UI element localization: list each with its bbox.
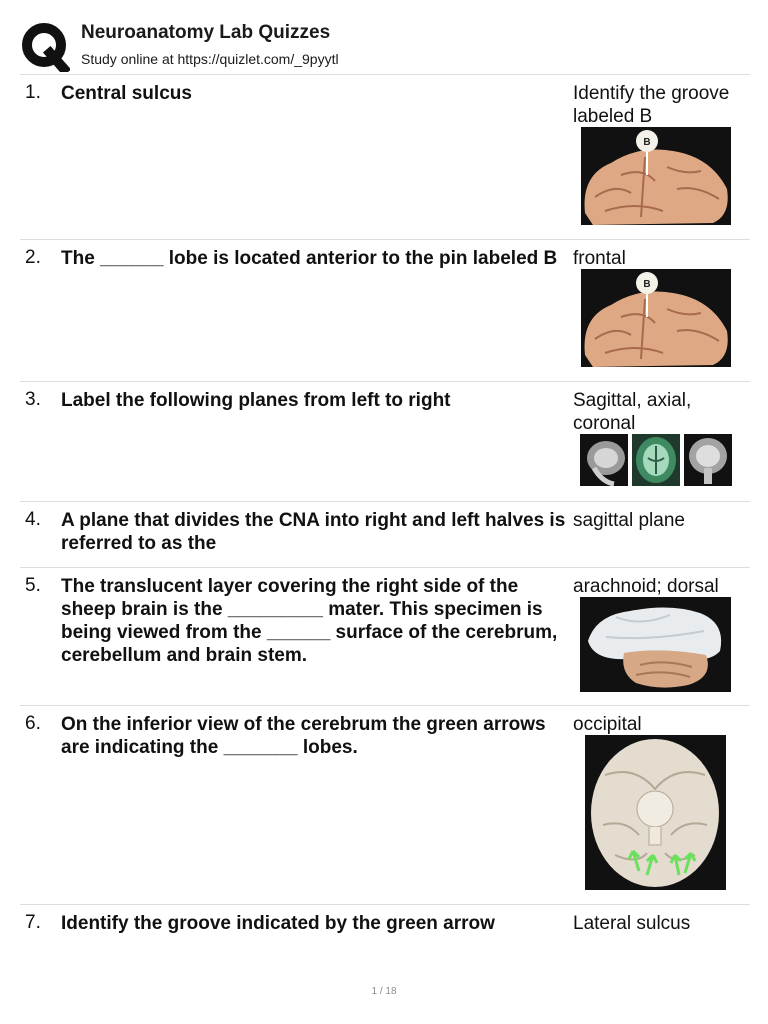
card-definition: Sagittal, axial, coronal	[573, 390, 692, 434]
divider	[20, 381, 750, 382]
brain-lateral-image	[581, 269, 731, 367]
divider	[20, 501, 750, 502]
mri-sagittal-image	[580, 434, 628, 486]
card-number: 5.	[25, 575, 41, 596]
card-term: Label the following planes from left to right	[61, 390, 451, 411]
card-definition: sagittal plane	[573, 510, 685, 531]
card-definition: arachnoid; dorsal	[573, 576, 719, 597]
page-number: 1 / 18	[371, 986, 397, 997]
divider	[20, 567, 750, 568]
card-term: The ______ lobe is located anterior to the pin labeled B	[61, 248, 558, 269]
card-term: Identify the groove indicated by the green arrow	[61, 913, 495, 934]
brain-lateral-image	[581, 127, 731, 225]
card-definition: Identify the groove labeled B	[573, 83, 730, 127]
card-number: 6.	[25, 713, 41, 734]
quizlet-logo-icon	[20, 22, 70, 72]
card-number: 3.	[25, 389, 41, 410]
card-number: 2.	[25, 247, 41, 268]
pin-label: B	[643, 279, 651, 290]
header	[20, 18, 750, 74]
card-term: The translucent layer covering the right side of the sheep brain is the _________ mater. This specimen is being viewed from the ______ surface of the cerebrum, cerebellum and brain stem.	[61, 576, 558, 666]
mri-axial-image	[632, 434, 680, 486]
card-definition: frontal	[573, 248, 626, 269]
divider	[20, 74, 750, 75]
divider	[20, 239, 750, 240]
card-number: 4.	[25, 509, 41, 530]
brain-lateral-photo	[581, 269, 731, 367]
brain-inferior-photo	[585, 735, 726, 890]
pin-label: B	[643, 137, 651, 148]
mri-coronal-image	[684, 434, 732, 486]
card-term: On the inferior view of the cerebrum the green arrows are indicating the _______ lobes.	[61, 714, 546, 758]
study-link[interactable]: Study online at https://quizlet.com/_9pyytl	[81, 51, 339, 67]
card-term: Central sulcus	[61, 83, 192, 104]
card-number: 7.	[25, 912, 41, 933]
card-term: A plane that divides the CNA into right and left halves is referred to as the	[61, 510, 566, 554]
card-definition: occipital	[573, 714, 642, 735]
page-title: Neuroanatomy Lab Quizzes	[81, 22, 331, 43]
brain-lateral-photo	[581, 127, 731, 225]
divider	[20, 705, 750, 706]
divider	[20, 904, 750, 905]
sheep-brain-photo	[580, 597, 731, 692]
card-definition: Lateral sulcus	[573, 913, 691, 934]
card-number: 1.	[25, 82, 41, 103]
